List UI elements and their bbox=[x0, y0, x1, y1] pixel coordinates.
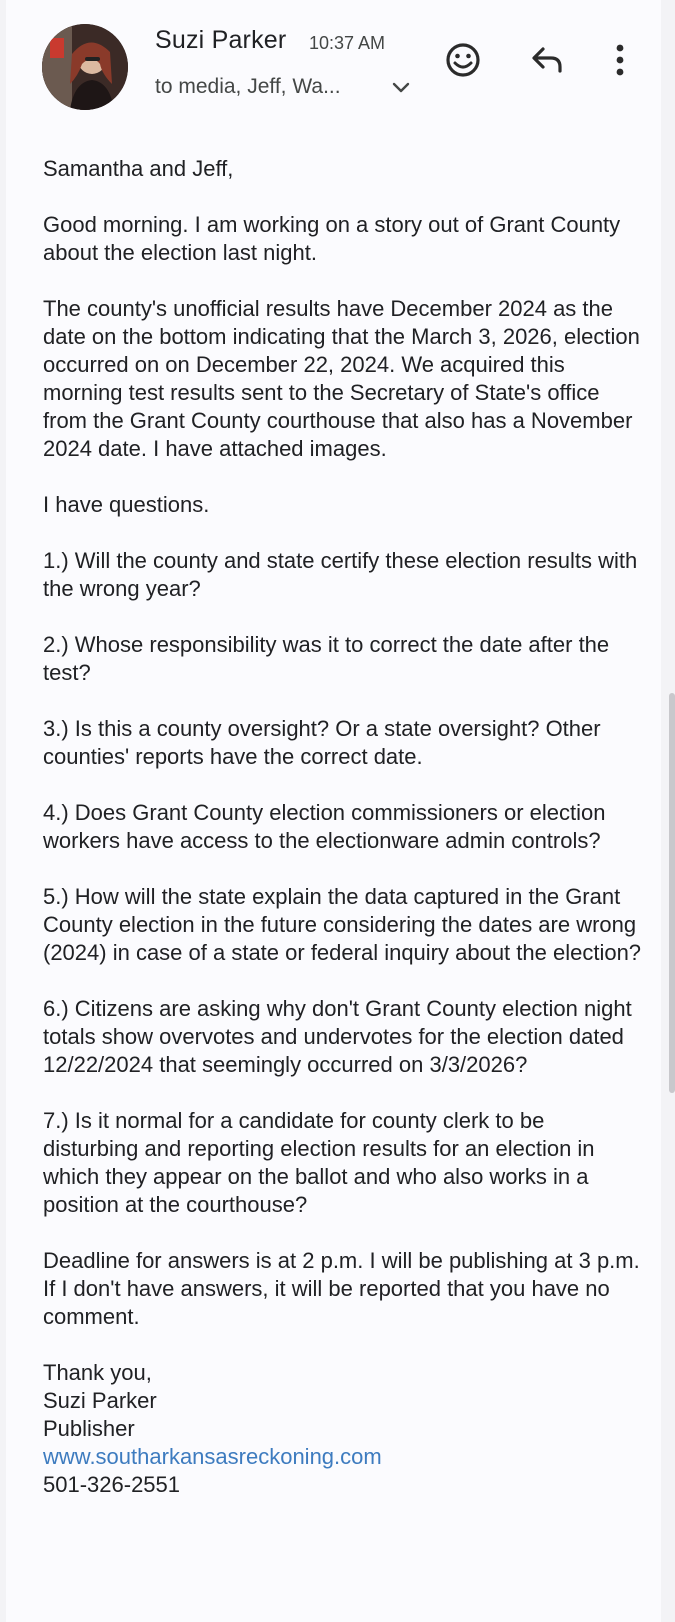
scrollbar[interactable] bbox=[669, 693, 675, 1093]
question-item: 2.) Whose responsibility was it to correct the date after the test? bbox=[43, 632, 610, 685]
recipients-summary[interactable]: to media, Jeff, Wa... bbox=[155, 75, 341, 98]
question-item: 4.) Does Grant County election commissioners or election workers have access to the electionware admin controls? bbox=[43, 800, 606, 853]
email-timestamp: 10:37 AM bbox=[309, 33, 386, 53]
signature-phone[interactable]: 501-326-2551 bbox=[43, 1472, 181, 1497]
question-item: 5.) How will the state explain the data captured in the Grant County election in the future considering the dates are wrong (2024) in case of a state or federal inquiry about the election? bbox=[43, 884, 642, 965]
question-item: 1.) Will the county and state certify these election results with the wrong year? bbox=[43, 548, 638, 601]
signature-thanks: Thank you, bbox=[43, 1360, 152, 1385]
signature-name: Suzi Parker bbox=[43, 1388, 157, 1413]
signature-title: Publisher bbox=[43, 1416, 135, 1441]
email-header bbox=[0, 0, 675, 130]
email-paragraph: The county's unofficial results have December 2024 as the date on the bottom indicating that the March 3, 2026, election occurred on on December 22, 2024. We acquired this morning test results sent to the Secretary of State's office from the Grant County courthouse that also has a November 2024 date. I have attached images. bbox=[43, 296, 640, 461]
email-paragraph: I have questions. bbox=[43, 492, 210, 517]
question-item: 7.) Is it normal for a candidate for county clerk to be disturbing and reporting election results for an election in which they appear on the ballot and who also works in a position at the courthouse? bbox=[43, 1108, 595, 1217]
email-paragraph: Deadline for answers is at 2 p.m. I will be publishing at 3 p.m. If I don't have answers, it will be reported that you have no comment. bbox=[43, 1248, 640, 1329]
email-paragraph: Good morning. I am working on a story out of Grant County about the election last night. bbox=[43, 212, 621, 265]
chevron-down-icon[interactable] bbox=[391, 80, 411, 96]
signature-website-link[interactable]: www.southarkansasreckoning.com bbox=[43, 1444, 382, 1469]
email-signature bbox=[43, 1359, 643, 1499]
more-vert-icon[interactable] bbox=[600, 40, 640, 80]
reply-icon[interactable] bbox=[527, 40, 567, 80]
sender-name: Suzi Parker bbox=[155, 26, 287, 54]
email-body bbox=[43, 155, 643, 1499]
avatar[interactable] bbox=[42, 24, 128, 110]
question-item: 3.) Is this a county oversight? Or a state oversight? Other counties' reports have the correct date. bbox=[43, 716, 601, 769]
add-reaction-icon[interactable] bbox=[443, 40, 483, 80]
question-item: 6.) Citizens are asking why don't Grant County election night totals show overvotes and undervotes for the election dated 12/22/2024 that seemingly occurred on 3/3/2026? bbox=[43, 996, 632, 1077]
email-greeting: Samantha and Jeff, bbox=[43, 156, 234, 181]
